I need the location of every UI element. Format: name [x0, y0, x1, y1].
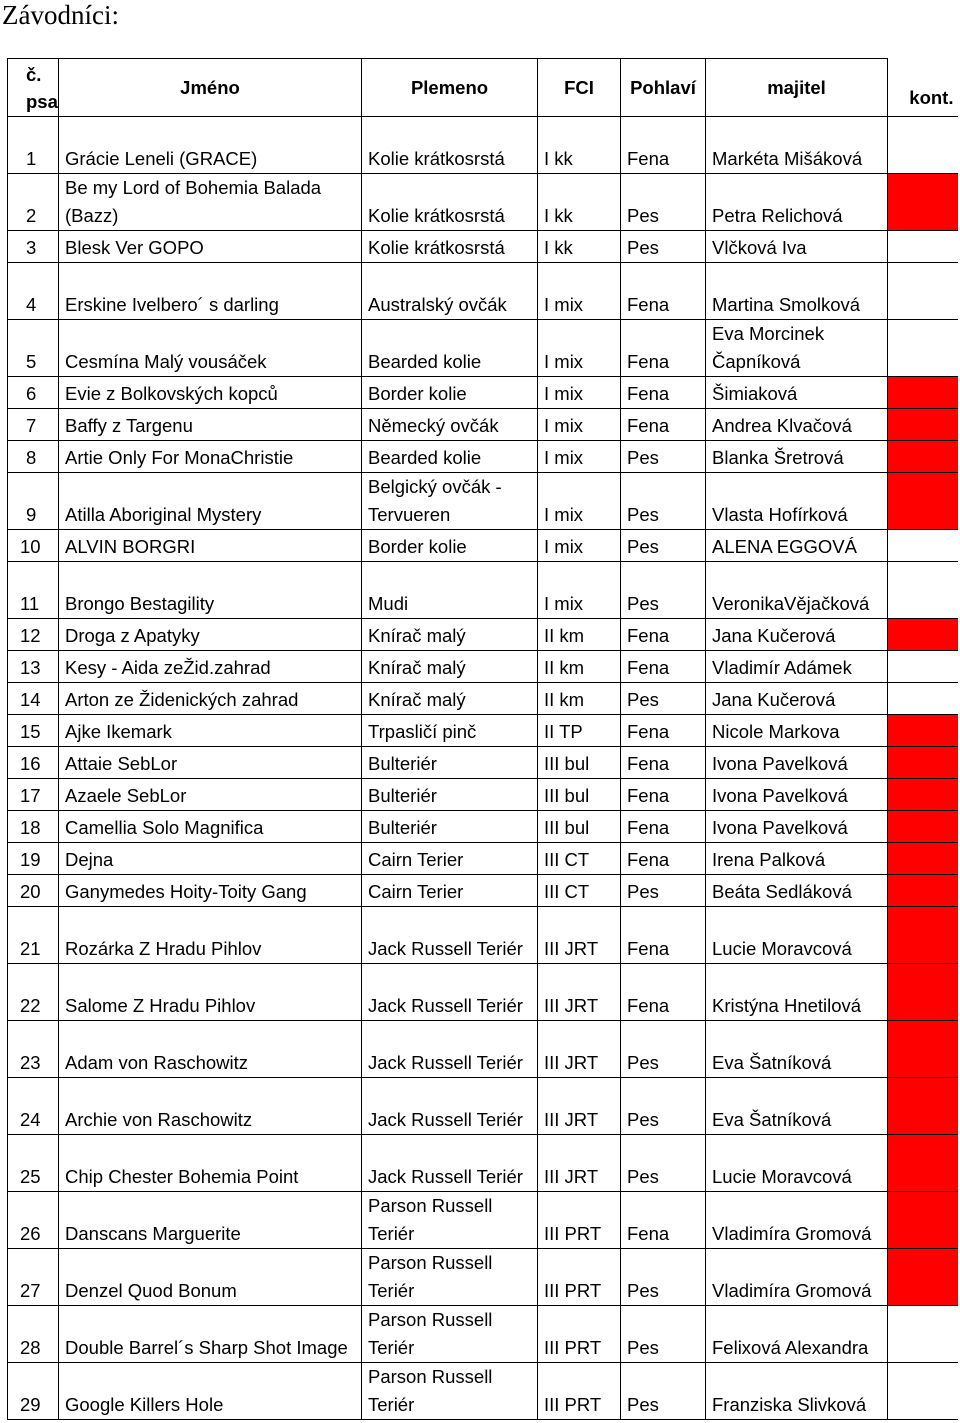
- cell-row-number: 19: [8, 843, 59, 875]
- kont-marker: [888, 811, 958, 843]
- cell-row-number: 8: [8, 441, 59, 473]
- cell-owner: VeronikaVějačková: [706, 562, 888, 619]
- cell-owner: Nicole Markova: [706, 715, 888, 747]
- cell-fci-group: I mix: [538, 530, 621, 562]
- table-row: [8, 1306, 958, 1363]
- cell-breed: Jack Russell Teriér: [362, 1021, 538, 1078]
- cell-row-number: 12: [8, 619, 59, 651]
- cell-dog-name: Camellia Solo Magnifica: [59, 811, 362, 843]
- cell-row-number: 25: [8, 1135, 59, 1192]
- table-row: [8, 1192, 958, 1249]
- cell-row-number: 18: [8, 811, 59, 843]
- cell-row-number: 2: [8, 174, 59, 231]
- cell-fci-group: III bul: [538, 779, 621, 811]
- cell-owner: Jana Kučerová: [706, 619, 888, 651]
- cell-dog-name: Evie z Bolkovských kopců: [59, 377, 362, 409]
- cell-sex: Fena: [621, 715, 706, 747]
- cell-sex: Pes: [621, 875, 706, 907]
- cell-fci-group: III CT: [538, 843, 621, 875]
- cell-breed: Parson Russell Teriér: [362, 1249, 538, 1306]
- cell-fci-group: III JRT: [538, 907, 621, 964]
- cell-fci-group: I kk: [538, 117, 621, 174]
- header-kont: kont.: [909, 87, 954, 108]
- table-row: [8, 1135, 958, 1192]
- cell-fci-group: III bul: [538, 747, 621, 779]
- cell-dog-name: Erskine Ivelbero´ s darling: [59, 263, 362, 320]
- cell-owner: Vlčková Iva: [706, 231, 888, 263]
- table-row: [8, 907, 958, 964]
- cell-row-number: 6: [8, 377, 59, 409]
- cell-owner: Lucie Moravcová: [706, 1135, 888, 1192]
- header-name: Jméno: [59, 59, 362, 117]
- cell-fci-group: III JRT: [538, 1135, 621, 1192]
- cell-row-number: 1: [8, 117, 59, 174]
- cell-dog-name: ALVIN BORGRI: [59, 530, 362, 562]
- table-row: [8, 263, 958, 320]
- cell-sex: Fena: [621, 907, 706, 964]
- cell-dog-name: Ganymedes Hoity-Toity Gang: [59, 875, 362, 907]
- cell-sex: Fena: [621, 377, 706, 409]
- cell-row-number: 15: [8, 715, 59, 747]
- cell-owner: Lucie Moravcová: [706, 907, 888, 964]
- cell-sex: Pes: [621, 441, 706, 473]
- cell-sex: Fena: [621, 117, 706, 174]
- cell-owner: Andrea Klvačová: [706, 409, 888, 441]
- cell-sex: Pes: [621, 1078, 706, 1135]
- cell-breed: Kolie krátkosrstá: [362, 231, 538, 263]
- cell-dog-name: Brongo Bestagility: [59, 562, 362, 619]
- cell-breed: Bulteriér: [362, 747, 538, 779]
- cell-owner: ALENA EGGOVÁ: [706, 530, 888, 562]
- cell-dog-name: Chip Chester Bohemia Point: [59, 1135, 362, 1192]
- cell-sex: Pes: [621, 1249, 706, 1306]
- cell-breed: Border kolie: [362, 530, 538, 562]
- table-row: [8, 441, 958, 473]
- cell-row-number: 7: [8, 409, 59, 441]
- cell-breed: Parson Russell Teriér: [362, 1363, 538, 1420]
- cell-dog-name: Google Killers Hole: [59, 1363, 362, 1420]
- kont-marker: [888, 409, 958, 441]
- cell-row-number: 14: [8, 683, 59, 715]
- cell-fci-group: I mix: [538, 377, 621, 409]
- cell-sex: Pes: [621, 1306, 706, 1363]
- kont-marker: [888, 683, 958, 715]
- kont-marker: [888, 1021, 958, 1078]
- kont-marker: [888, 174, 958, 231]
- cell-dog-name: Dejna: [59, 843, 362, 875]
- cell-breed: Jack Russell Teriér: [362, 1078, 538, 1135]
- cell-dog-name: Blesk Ver GOPO: [59, 231, 362, 263]
- cell-breed: Jack Russell Teriér: [362, 1135, 538, 1192]
- cell-sex: Pes: [621, 530, 706, 562]
- cell-sex: Fena: [621, 811, 706, 843]
- table-row: [8, 1249, 958, 1306]
- cell-dog-name: Kesy - Aida zeŽid.zahrad: [59, 651, 362, 683]
- cell-dog-name: Adam von Raschowitz: [59, 1021, 362, 1078]
- cell-breed: Bulteriér: [362, 811, 538, 843]
- table-row: [8, 377, 958, 409]
- cell-dog-name: Salome Z Hradu Pihlov: [59, 964, 362, 1021]
- cell-sex: Fena: [621, 747, 706, 779]
- cell-dog-name: Denzel Quod Bonum: [59, 1249, 362, 1306]
- kont-marker: [888, 964, 958, 1021]
- cell-fci-group: III CT: [538, 875, 621, 907]
- cell-owner: Jana Kučerová: [706, 683, 888, 715]
- table-row: [8, 715, 958, 747]
- cell-owner: Felixová Alexandra: [706, 1306, 888, 1363]
- cell-sex: Pes: [621, 174, 706, 231]
- cell-owner: Eva Šatníková: [706, 1078, 888, 1135]
- cell-sex: Fena: [621, 619, 706, 651]
- cell-fci-group: III bul: [538, 811, 621, 843]
- cell-fci-group: III PRT: [538, 1306, 621, 1363]
- cell-breed: Australský ovčák: [362, 263, 538, 320]
- cell-breed: Bulteriér: [362, 779, 538, 811]
- cell-row-number: 28: [8, 1306, 59, 1363]
- cell-owner: Šimiaková: [706, 377, 888, 409]
- cell-dog-name: Be my Lord of Bohemia Balada (Bazz): [59, 174, 362, 231]
- cell-row-number: 3: [8, 231, 59, 263]
- cell-row-number: 22: [8, 964, 59, 1021]
- racers-table: [7, 58, 958, 1420]
- kont-marker: [888, 473, 958, 530]
- cell-row-number: 20: [8, 875, 59, 907]
- cell-breed: Německý ovčák: [362, 409, 538, 441]
- cell-row-number: 26: [8, 1192, 59, 1249]
- cell-owner: Ivona Pavelková: [706, 811, 888, 843]
- table-row: [8, 875, 958, 907]
- table-row: [8, 619, 958, 651]
- cell-breed: Belgický ovčák - Tervueren: [362, 473, 538, 530]
- header-owner: majitel: [706, 59, 888, 117]
- table-row: [8, 1021, 958, 1078]
- cell-breed: Cairn Terier: [362, 875, 538, 907]
- cell-breed: Knírač malý: [362, 619, 538, 651]
- cell-breed: Parson Russell Teriér: [362, 1306, 538, 1363]
- cell-row-number: 21: [8, 907, 59, 964]
- table-row: [8, 473, 958, 530]
- kont-marker: [888, 117, 958, 174]
- kont-marker: [888, 377, 958, 409]
- cell-sex: Fena: [621, 964, 706, 1021]
- cell-breed: Parson Russell Teriér: [362, 1192, 538, 1249]
- cell-owner: Ivona Pavelková: [706, 779, 888, 811]
- cell-breed: Jack Russell Teriér: [362, 907, 538, 964]
- table-row: [8, 1363, 958, 1420]
- cell-owner: Vladimíra Gromová: [706, 1249, 888, 1306]
- table-row: [8, 779, 958, 811]
- table-row: [8, 117, 958, 174]
- cell-owner: Kristýna Hnetilová: [706, 964, 888, 1021]
- cell-owner: Irena Palková: [706, 843, 888, 875]
- cell-fci-group: III JRT: [538, 964, 621, 1021]
- cell-breed: Trpasličí pinč: [362, 715, 538, 747]
- cell-fci-group: III JRT: [538, 1021, 621, 1078]
- cell-sex: Pes: [621, 473, 706, 530]
- table-row: [8, 843, 958, 875]
- cell-dog-name: Rozárka Z Hradu Pihlov: [59, 907, 362, 964]
- cell-sex: Fena: [621, 843, 706, 875]
- cell-sex: Pes: [621, 562, 706, 619]
- header-breed: Plemeno: [362, 59, 538, 117]
- kont-marker: [888, 320, 958, 377]
- cell-row-number: 23: [8, 1021, 59, 1078]
- cell-row-number: 13: [8, 651, 59, 683]
- cell-owner: Petra Relichová: [706, 174, 888, 231]
- cell-owner: Beáta Sedláková: [706, 875, 888, 907]
- kont-marker: [888, 907, 958, 964]
- cell-fci-group: I mix: [538, 409, 621, 441]
- kont-marker: [888, 231, 958, 263]
- table-row: [8, 530, 958, 562]
- kont-marker: [888, 747, 958, 779]
- cell-breed: Bearded kolie: [362, 441, 538, 473]
- racers-table-body: [8, 117, 958, 1420]
- cell-fci-group: II km: [538, 683, 621, 715]
- kont-marker: [888, 875, 958, 907]
- page-title: Závodníci:: [2, 0, 119, 30]
- cell-row-number: 9: [8, 473, 59, 530]
- cell-row-number: 10: [8, 530, 59, 562]
- cell-fci-group: III JRT: [538, 1078, 621, 1135]
- kont-marker: [888, 651, 958, 683]
- kont-marker: [888, 1192, 958, 1249]
- cell-sex: Pes: [621, 1363, 706, 1420]
- table-row: [8, 409, 958, 441]
- kont-marker: [888, 562, 958, 619]
- cell-row-number: 16: [8, 747, 59, 779]
- cell-fci-group: I mix: [538, 263, 621, 320]
- cell-fci-group: III PRT: [538, 1192, 621, 1249]
- cell-sex: Fena: [621, 409, 706, 441]
- cell-owner: Eva Morcinek Čapníková: [706, 320, 888, 377]
- cell-owner: Vladimír Adámek: [706, 651, 888, 683]
- cell-fci-group: I mix: [538, 441, 621, 473]
- kont-marker: [888, 1249, 958, 1306]
- cell-row-number: 27: [8, 1249, 59, 1306]
- table-row: [8, 320, 958, 377]
- cell-fci-group: I mix: [538, 562, 621, 619]
- kont-marker: [888, 1306, 958, 1363]
- cell-fci-group: III PRT: [538, 1363, 621, 1420]
- table-row: [8, 683, 958, 715]
- kont-marker: [888, 1363, 958, 1420]
- cell-breed: Jack Russell Teriér: [362, 964, 538, 1021]
- cell-breed: Knírač malý: [362, 651, 538, 683]
- cell-fci-group: II km: [538, 651, 621, 683]
- header-row: [8, 59, 958, 117]
- cell-fci-group: I kk: [538, 231, 621, 263]
- cell-owner: Eva Šatníková: [706, 1021, 888, 1078]
- table-row: [8, 1078, 958, 1135]
- cell-row-number: 24: [8, 1078, 59, 1135]
- cell-breed: Kolie krátkosrstá: [362, 174, 538, 231]
- cell-owner: Vladimíra Gromová: [706, 1192, 888, 1249]
- cell-sex: Fena: [621, 320, 706, 377]
- table-row: [8, 231, 958, 263]
- kont-marker: [888, 263, 958, 320]
- kont-marker: [888, 619, 958, 651]
- cell-dog-name: Double Barrel´s Sharp Shot Image: [59, 1306, 362, 1363]
- cell-fci-group: III PRT: [538, 1249, 621, 1306]
- cell-breed: Border kolie: [362, 377, 538, 409]
- kont-marker: [888, 779, 958, 811]
- table-row: [8, 174, 958, 231]
- kont-marker: [888, 1078, 958, 1135]
- cell-row-number: 4: [8, 263, 59, 320]
- cell-fci-group: I kk: [538, 174, 621, 231]
- kont-marker: [888, 441, 958, 473]
- cell-dog-name: Grácie Leneli (GRACE): [59, 117, 362, 174]
- header-fci: FCI: [538, 59, 621, 117]
- table-row: [8, 811, 958, 843]
- cell-sex: Pes: [621, 1135, 706, 1192]
- table-row: [8, 562, 958, 619]
- cell-breed: Knírač malý: [362, 683, 538, 715]
- kont-marker: [888, 843, 958, 875]
- cell-dog-name: Ajke Ikemark: [59, 715, 362, 747]
- cell-fci-group: II TP: [538, 715, 621, 747]
- cell-sex: Fena: [621, 263, 706, 320]
- cell-owner: Martina Smolková: [706, 263, 888, 320]
- cell-owner: Vlasta Hofírková: [706, 473, 888, 530]
- cell-sex: Pes: [621, 683, 706, 715]
- cell-sex: Fena: [621, 1192, 706, 1249]
- cell-row-number: 11: [8, 562, 59, 619]
- cell-dog-name: Attaie SebLor: [59, 747, 362, 779]
- cell-sex: Pes: [621, 231, 706, 263]
- cell-dog-name: Azaele SebLor: [59, 779, 362, 811]
- cell-dog-name: Arton ze Židenických zahrad: [59, 683, 362, 715]
- cell-sex: Pes: [621, 1021, 706, 1078]
- table-row: [8, 964, 958, 1021]
- cell-dog-name: Cesmína Malý vousáček: [59, 320, 362, 377]
- cell-fci-group: I mix: [538, 473, 621, 530]
- cell-dog-name: Danscans Marguerite: [59, 1192, 362, 1249]
- cell-owner: Markéta Mišáková: [706, 117, 888, 174]
- cell-dog-name: Artie Only For MonaChristie: [59, 441, 362, 473]
- cell-sex: Fena: [621, 651, 706, 683]
- header-sex: Pohlaví: [621, 59, 706, 117]
- kont-marker: [888, 1135, 958, 1192]
- cell-row-number: 29: [8, 1363, 59, 1420]
- cell-dog-name: Droga z Apatyky: [59, 619, 362, 651]
- cell-breed: Kolie krátkosrstá: [362, 117, 538, 174]
- cell-owner: Blanka Šretrová: [706, 441, 888, 473]
- cell-row-number: 5: [8, 320, 59, 377]
- cell-fci-group: II km: [538, 619, 621, 651]
- kont-marker: [888, 715, 958, 747]
- cell-dog-name: Archie von Raschowitz: [59, 1078, 362, 1135]
- table-row: [8, 651, 958, 683]
- cell-breed: Bearded kolie: [362, 320, 538, 377]
- cell-dog-name: Atilla Aboriginal Mystery: [59, 473, 362, 530]
- cell-breed: Cairn Terier: [362, 843, 538, 875]
- cell-sex: Fena: [621, 779, 706, 811]
- cell-owner: Ivona Pavelková: [706, 747, 888, 779]
- cell-dog-name: Baffy z Targenu: [59, 409, 362, 441]
- kont-marker: [888, 530, 958, 562]
- cell-row-number: 17: [8, 779, 59, 811]
- cell-fci-group: I mix: [538, 320, 621, 377]
- table-row: [8, 747, 958, 779]
- cell-owner: Franziska Slivková: [706, 1363, 888, 1420]
- cell-breed: Mudi: [362, 562, 538, 619]
- header-num: č. psa: [8, 59, 59, 117]
